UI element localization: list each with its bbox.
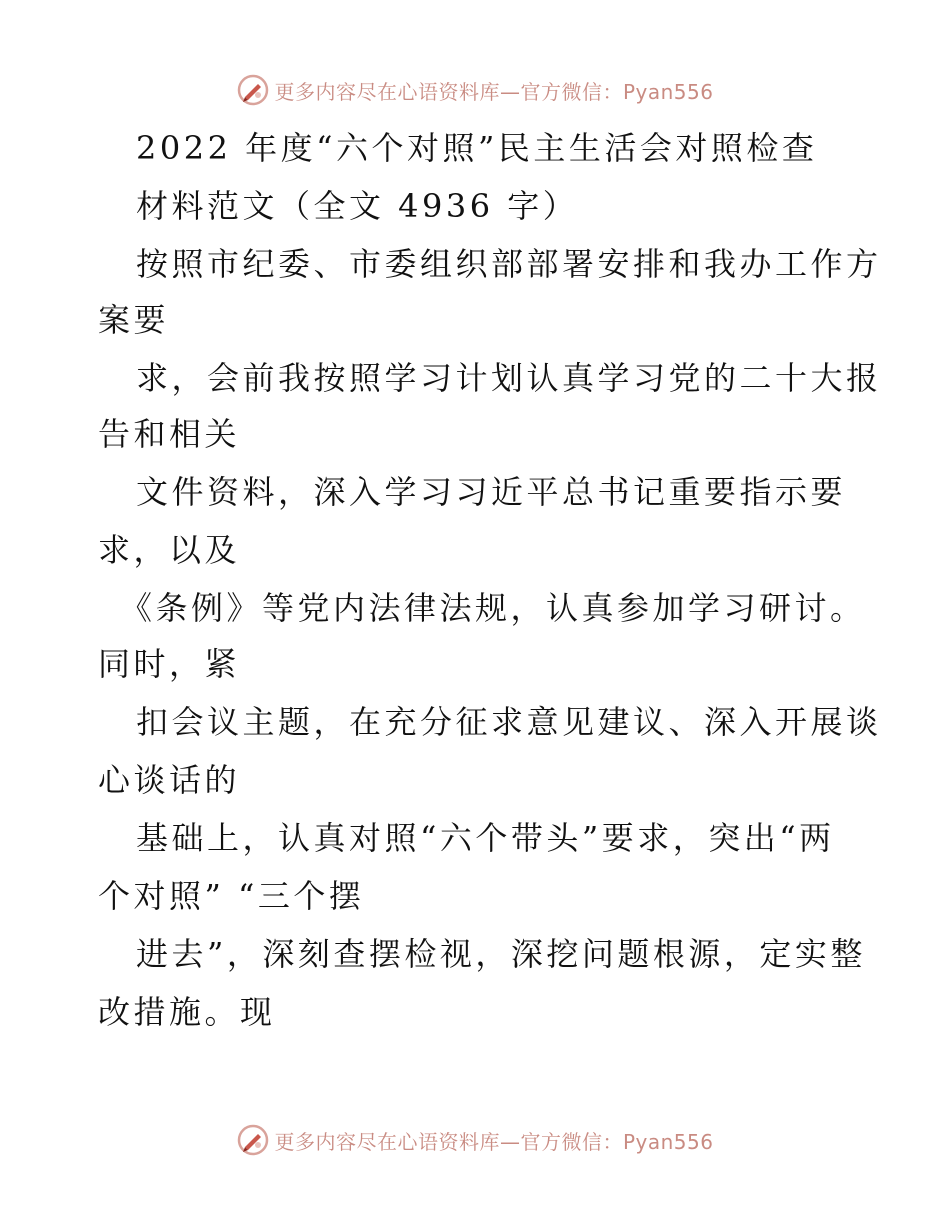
paragraph-line: 案要 — [98, 301, 170, 339]
paragraph-line: 基础上，认真对照“六个带头”要求，突出“两 — [136, 819, 835, 857]
watermark-text: 更多内容尽在心语资料库—官方微信：Pyan556 — [274, 1129, 714, 1154]
document-title-line-1: 2022 年度“六个对照”民主生活会对照检查 — [136, 129, 818, 167]
paragraph-line: 个对照” “三个摆 — [98, 877, 365, 915]
footer-watermark — [0, 1120, 950, 1160]
document-title-line-2: 材料范文（全文 4936 字） — [136, 187, 579, 225]
paragraph-line: 按照市纪委、市委组织部部署安排和我办工作方 — [136, 245, 882, 283]
paragraph-line: 求，会前我按照学习计划认真学习党的二十大报 — [136, 359, 882, 397]
paragraph-line: 告和相关 — [98, 415, 241, 453]
pen-logo-icon — [236, 1123, 270, 1157]
pen-logo-icon — [236, 73, 270, 107]
paragraph-line: 扣会议主题，在充分征求意见建议、深入开展谈 — [136, 703, 882, 741]
watermark-text: 更多内容尽在心语资料库—官方微信：Pyan556 — [274, 79, 714, 104]
paragraph-line: 心谈话的 — [98, 761, 241, 799]
paragraph-line: 求，以及 — [98, 531, 241, 569]
header-watermark — [0, 70, 950, 110]
paragraph-line: 文件资料，深入学习习近平总书记重要指示要 — [136, 473, 847, 511]
paragraph-line: 进去”，深刻查摆检视，深挖问题根源，定实整 — [136, 935, 866, 973]
paragraph-line: 《条例》等党内法律法规，认真参加学习研讨。 — [120, 589, 866, 627]
paragraph-line: 同时，紧 — [98, 645, 241, 683]
paragraph-line: 改措施。现 — [98, 993, 276, 1031]
